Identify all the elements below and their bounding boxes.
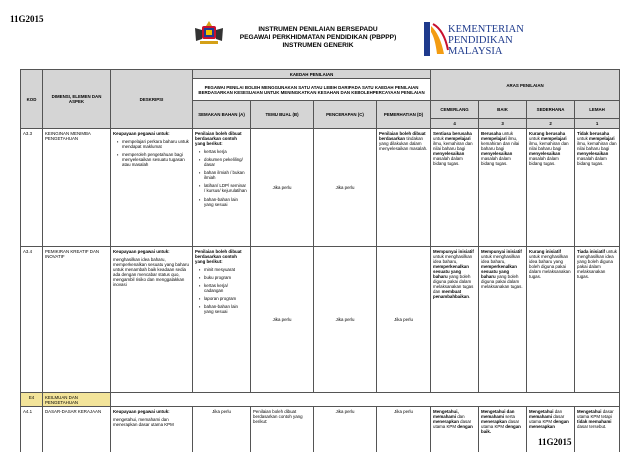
row-pencerapan: Jika perlu — [314, 407, 377, 452]
desc-item: ▪ mempelajari perkara baharu untuk mendapat maklumat — [117, 139, 190, 149]
row-pencerapan: Jika perlu — [314, 247, 377, 393]
evidence-item: ▪ latihan/ LDP/ seminar / kursus/ kejurulatihan — [199, 183, 248, 193]
title-line-2: PEGAWAI PERKHIDMATAN PENDIDIKAN (PBPPP) — [239, 34, 397, 41]
header-level-lemah: LEMAH — [575, 101, 620, 119]
title-line-3: INSTRUMEN GENERIK — [282, 42, 354, 49]
header-pemerhatian: PEMERHATIAN (D) — [377, 101, 431, 129]
header-deskripsi: DESKRIPSI — [111, 70, 193, 129]
evidence-lead: Penilaian boleh dibuat berdasarkan contoh yang berikut: — [195, 248, 242, 264]
header-temu-bual: TEMU BUAL (B) — [251, 101, 314, 129]
header-semakan-bahan: SEMAKAN BAHAN (A) — [193, 101, 251, 129]
evidence-item: ▪ kertas kerja — [199, 149, 248, 154]
malaysia-crest-logo — [192, 20, 226, 46]
evidence-item: ▪ minit mesyuarat — [199, 267, 248, 272]
evidence-item: ▪ dokumen pekeliling/ dasar — [199, 157, 248, 167]
desc-item: ▪ memperoleh pengetahuan bagi menyelesaikan sesuatu tugasan atau masalah — [117, 152, 190, 167]
section-kod: E4 — [21, 393, 43, 407]
row-level-1: Mengetahui dasar utama KPM tetapi tidak memahami dasar tersebut. — [575, 407, 620, 452]
evidence-item: ▪ bahan-bahan lain yang sesuai — [199, 197, 248, 207]
section-filler — [111, 393, 620, 407]
row-kod: A3.3 — [21, 129, 43, 247]
header-aras-penilaian: ARAS PENILAIAN — [431, 70, 620, 101]
row-kod: A3.4 — [21, 247, 43, 393]
row-semakan-bahan — [193, 129, 251, 247]
row-deskripsi — [111, 129, 193, 247]
evidence-lead: Penilaian boleh dibuat berdasarkan contoh yang berikut: — [195, 130, 242, 146]
table-row — [21, 129, 620, 247]
kpm-logo-text — [448, 24, 524, 57]
row-pemerhatian: Penilaian boleh dibuat berdasarkan tindakan yang dilakukan dalam menyelesaikan masalah. — [377, 129, 431, 247]
row-temu-bual: Penilaian boleh dibuat berdasarkan contoh yang berikut: — [251, 407, 314, 452]
document-code-top: 11G2015 — [10, 14, 44, 24]
desc-body: mengetahui, memahami dan menerapkan dasar utama KPM — [113, 416, 174, 427]
header-score-3: 3 — [479, 119, 527, 129]
row-level-4: Sentiasa berusaha untuk mempelajari ilmu, kemahiran dan nilai baharu bagi menyelesaikan masalah dalam bidang tugas. — [431, 129, 479, 247]
kpm-logo-line-1: KEMENTERIAN — [448, 24, 524, 35]
kpm-logo-line-2: PENDIDIKAN — [448, 35, 513, 46]
row-pencerapan: Jika perlu — [314, 129, 377, 247]
table-row — [21, 407, 620, 452]
row-pemerhatian: Jika perlu — [377, 247, 431, 393]
header-dimensi: DIMENSI, ELEMEN DAN ASPEK — [43, 70, 111, 129]
header-level-baik: BAIK — [479, 101, 527, 119]
evidence-item: ▪ kertas kerja/ cadangan — [199, 283, 248, 293]
row-level-1: Tidak berusaha untuk mempelajari ilmu, kemahiran dan nilai baharu bagi menyelesaikan masalah dalam bidang tugas. — [575, 129, 620, 247]
evidence-item: ▪ buku program — [199, 275, 248, 280]
desc-lead: Keupayaan pegawai untuk: — [113, 130, 170, 136]
assessment-table — [20, 69, 620, 452]
row-temu-bual: Jika perlu — [251, 247, 314, 393]
section-label: KEILMUAN DAN PENGETAHUAN — [43, 393, 111, 407]
header-kod: KOD — [21, 70, 43, 129]
row-level-1: Tiada inisiatif untuk menghasilkan idea yang boleh diguna pakai dalam melaksanakan tugas. — [575, 247, 620, 393]
header-level-cemerlang: CEMERLANG — [431, 101, 479, 119]
row-level-3: Berusaha untuk mempelajari ilmu, kemahiran dan nilai baharu bagi menyelesaikan masalah dalam bidang tugas. — [479, 129, 527, 247]
row-aspek: DASAR-DASAR KERAJAAN — [43, 407, 111, 452]
row-aspek: PEMIKIRAN KREATIF DAN INOVATIF — [43, 247, 111, 393]
row-level-4: Mempunyai inisiatif untuk menghasilkan idea baharu, memperkenalkan sesuatu yang baharu yang boleh diguna pakai dalam melaksanakan tugas dan membuat penambahbaikan. — [431, 247, 479, 393]
row-level-2: Mengetahui dan memahami dasar utama KPM dengan menerapkan — [527, 407, 575, 452]
document-code-bottom: 11G2015 — [538, 437, 572, 447]
row-level-3: Mengetahui dan memahami serta menerapkan dasar utama KPM dengan baik. — [479, 407, 527, 452]
header-level-sederhana: SEDERHANA — [527, 101, 575, 119]
header-score-4: 4 — [431, 119, 479, 129]
header-score-2: 2 — [527, 119, 575, 129]
row-kod: A4.1 — [21, 407, 43, 452]
desc-lead: Keupayaan pegawai untuk: — [113, 248, 170, 254]
desc-body: menghasilkan idea baharu, memperkenalkan sesuatu yang baharu untuk menambah baik keadaan sedia ada dengan mencabar status quo, mengambil risiko dan menggalakkan inovasi — [113, 256, 189, 288]
row-temu-bual: Jika perlu — [251, 129, 314, 247]
section-row — [21, 393, 620, 407]
row-level-4: Mengetahui, memahami dan menerapkan dasar utama KPM dengan — [431, 407, 479, 452]
row-level-2: Kurang inisiatif untuk menghasilkan idea baharu yang boleh diguna pakai dalam melaksanakan tugas. — [527, 247, 575, 393]
row-deskripsi — [111, 247, 193, 393]
desc-lead: Keupayaan pegawai untuk: — [113, 408, 170, 414]
table-row — [21, 247, 620, 393]
evidence-item: ▪ laporan program — [199, 296, 248, 301]
row-deskripsi — [111, 407, 193, 452]
row-semakan-bahan: Jika perlu — [193, 407, 251, 452]
row-pemerhatian: Jika perlu — [377, 407, 431, 452]
header-kaedah-penilaian: KAEDAH PENILAIAN — [193, 70, 431, 79]
header-kaedah-note: PEGAWAI PENILAI BOLEH MENGGUNAKAN SATU ATAU LEBIH DARIPADA SATU KAEDAH PENILAIAN BERDASARKAN KESESUAIAN UNTUK MENINGKATKAN KESAHAN DAN KEBOLEHPERCAYAAN PENILAIAN — [193, 79, 431, 101]
header-pencerapan: PENCERAPAN (C) — [314, 101, 377, 129]
row-aspek: KEINGINAN MENIMBA PENGETAHUAN — [43, 129, 111, 247]
row-semakan-bahan — [193, 247, 251, 393]
header-score-1: 1 — [575, 119, 620, 129]
row-level-2: Kurang berusaha untuk mempelajari ilmu, kemahiran dan nilai baharu bagi menyelesaikan masalah dalam bidang tugas. — [527, 129, 575, 247]
evidence-item: ▪ bahan-bahan lain yang sesuai — [199, 304, 248, 314]
row-level-3: Mempunyai inisiatif untuk menghasilkan idea baharu, memperkenalkan sesuatu yang baharu yang boleh diguna pakai dalam melaksanakan tugas. — [479, 247, 527, 393]
document-title — [232, 26, 404, 50]
title-line-1: INSTRUMEN PENILAIAN BERSEPADU — [258, 26, 378, 33]
evidence-item: ▪ bahan ilmiah / bukan ilmiah — [199, 170, 248, 180]
kpm-logo-line-3: MALAYSIA — [448, 46, 503, 57]
